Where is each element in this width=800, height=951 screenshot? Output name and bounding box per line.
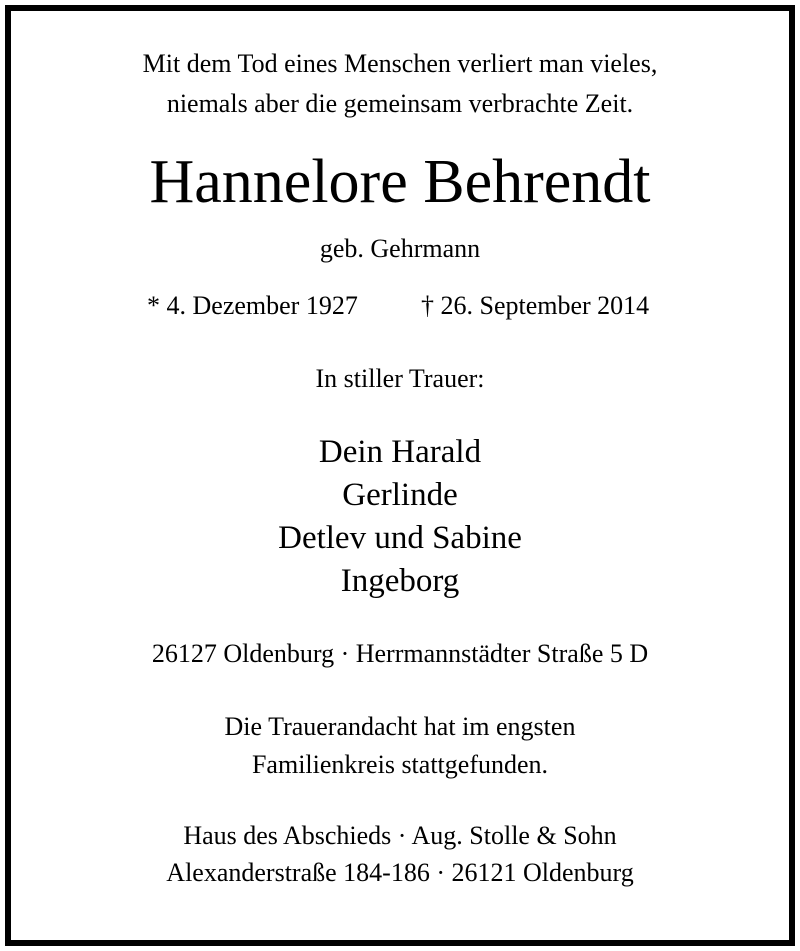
motto-line-1: Mit dem Tod eines Menschen verliert man vieles, (142, 49, 658, 78)
service-line-2: Familienkreis stattgefunden. (251, 750, 549, 779)
service-line-1: Die Trauerandacht hat im engsten (224, 712, 576, 741)
obituary-notice (5, 5, 795, 946)
family-address: 26127 Oldenburg · Herrmannstädter Straße 5 D (151, 639, 649, 668)
mourner-name: Ingeborg (340, 563, 460, 599)
mourner-name: Detlev und Sabine (278, 520, 522, 556)
death-date: † 26. September 2014 (421, 291, 650, 320)
funeral-home-address: Alexanderstraße 184-186 · 26121 Oldenburg (166, 858, 634, 887)
maiden-name: geb. Gehrmann (319, 234, 481, 263)
mourner-name: Gerlinde (342, 477, 458, 513)
deceased-name: Hannelore Behrendt (149, 148, 651, 216)
funeral-home-name: Haus des Abschieds · Aug. Stolle & Sohn (183, 821, 617, 850)
motto-line-2: niemals aber die gemeinsam verbrachte Zeit. (166, 89, 634, 118)
mourner-name: Dein Harald (318, 434, 482, 470)
mourning-intro: In stiller Trauer: (315, 364, 485, 393)
birth-date: * 4. Dezember 1927 (147, 291, 358, 320)
